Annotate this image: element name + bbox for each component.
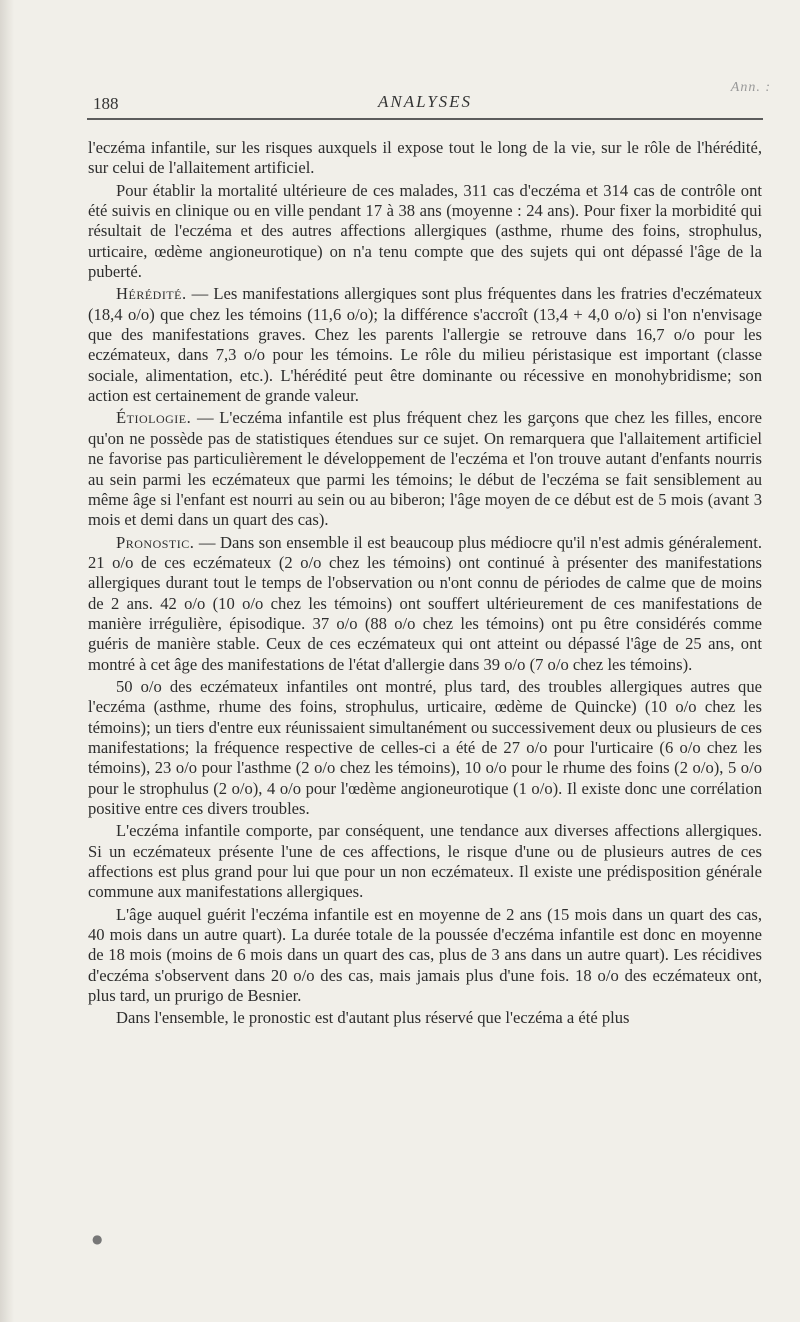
paragraph-conclusion: Dans l'ensemble, le pronostic est d'autant plus réservé que l'eczéma a été plus [116,1008,630,1028]
heading-heredity: Hérédité. [116,284,187,304]
paragraph-tendency: L'eczéma infantile comporte, par conséquent, une tendance aux diverses affections allergiques. Si un eczémateux présente l'une de ces affections, le risque d'une ou de plusieurs autres de ces affections est plus grand pour lui que pour un non eczémateux. Il existe une prédisposition générale commune aux manifestations allergiques. [88,821,762,902]
paragraph-healing-age: L'âge auquel guérit l'eczéma infantile est en moyenne de 2 ans (15 mois dans un quart des cas, 40 mois dans un autre quart). La durée totale de la poussée d'eczéma infantile est donc en moyenne de 18 mois (moins de 6 mois dans un quart des cas, plus de 3 ans dans un autre quart). Les récidives d'eczéma s'observent dans 20 o/o des cas, mais jamais plus d'une fois. 18 o/o des eczémateux ont, plus tard, un prurigo de Besnier. [88,904,762,1006]
journal-title: ANALYSES [377,92,473,111]
header-rule [87,118,763,120]
paragraph-heredity [88,284,762,406]
paragraph-etiology [88,408,762,530]
ink-speck: ● [92,1232,103,1246]
bleed-through-text: Ann. : [730,80,771,95]
heredity-text: — Les manifestations allergiques sont plus fréquentes dans les fratries d'eczémateux (18,4 o/o) que chez les témoins (11,6 o/o); la différence s'accroît (13,4 + 4,0 o/o) si l'on n'envisage que des manifestations graves. Chez les parents l'allergie se retrouve dans 16,7 o/o pour les eczémateux, dans 7,3 o/o pour les témoins. Le rôle du milieu péristasique est important (classe sociale, alimentation, etc.). L'hérédité peut être dominante ou récessive en monohybridisme; son action est certainement de grande valeur. [88,284,762,406]
paragraph-allergic-troubles: 50 o/o des eczémateux infantiles ont montré, plus tard, des troubles allergiques autres que l'eczéma (asthme, rhume des foins, strophulus, urticaire, œdème de Quincke) (10 o/o chez les témoins); un tiers d'entre eux réunissaient simultanément ou successivement deux ou plusieurs de ces manifestations; la fréquence respective de celles-ci a été de 27 o/o pour l'urticaire (6 o/o chez les témoins), 23 o/o pour l'asthme (2 o/o chez les témoins), 10 o/o pour le rhume des foins (2 o/o), 5 o/o pour le strophulus (2 o/o), 4 o/o pour l'œdème angioneurotique (1 o/o). Il existe donc une corrélation positive entre ces divers troubles. [88,676,762,818]
article-body [88,138,762,1031]
etiology-text: — L'eczéma infantile est plus fréquent chez les garçons que chez les filles, encore qu'on ne possède pas de statistiques étendues sur ce sujet. On remarquera que l'allaitement artificiel ne favorise pas particulièrement le développement de l'eczéma et l'on trouve autant d'enfants nourris au sein parmi les eczémateux que parmi les témoins; le début de l'eczéma se fait sensiblement au même âge si l'enfant est nourri au sein ou au biberon; l'âge moyen de ce début est de 5 mois (avant 3 mois et demi dans un quart des cas). [88,408,762,530]
page-number: 188 [93,94,119,113]
paragraph-continuation: l'eczéma infantile, sur les risques auxquels il expose tout le long de la vie, sur le rôle de l'hérédité, sur celui de l'allaitement artificiel. [88,138,762,178]
running-head [87,80,771,118]
paragraph-prognosis [88,533,762,675]
heading-prognosis: Pronostic. [116,532,195,552]
paragraph-methods: Pour établir la mortalité ultérieure de ces malades, 311 cas d'eczéma et 314 cas de contrôle ont été suivis en clinique ou en ville pendant 17 à 38 ans (moyenne : 24 ans). Pour fixer la morbidité qui résultait de l'eczéma et des autres affections allergiques (asthme, rhume des foins, strophulus, urticaire, œdème angioneurotique) on n'a tenu compte que des sujets qui ont dépassé l'âge de la puberté. [88,180,762,282]
prognosis-text: — Dans son ensemble il est beaucoup plus médiocre qu'il n'est admis généralement. 21 o/o de ces eczémateux (2 o/o chez les témoins) ont continué à présenter des manifestations allergiques durant tout le temps de l'observation ou n'ont connu de périodes de calme que de moins de 2 ans. 42 o/o (10 o/o chez les témoins) ont souffert ultérieurement de ces manifestations de manière irrégulière, épisodique. 37 o/o (88 o/o chez les témoins) ont pu être considérés comme guéris de manière stable. Ceux de ces eczémateux qui ont atteint ou dépassé l'âge de 25 ans, ont montré à cet âge des manifestations de l'état d'allergie dans 39 o/o (7 o/o chez les témoins). [88,532,762,674]
binding-shadow [0,0,14,1322]
heading-etiology: Étiologie. [116,408,192,428]
